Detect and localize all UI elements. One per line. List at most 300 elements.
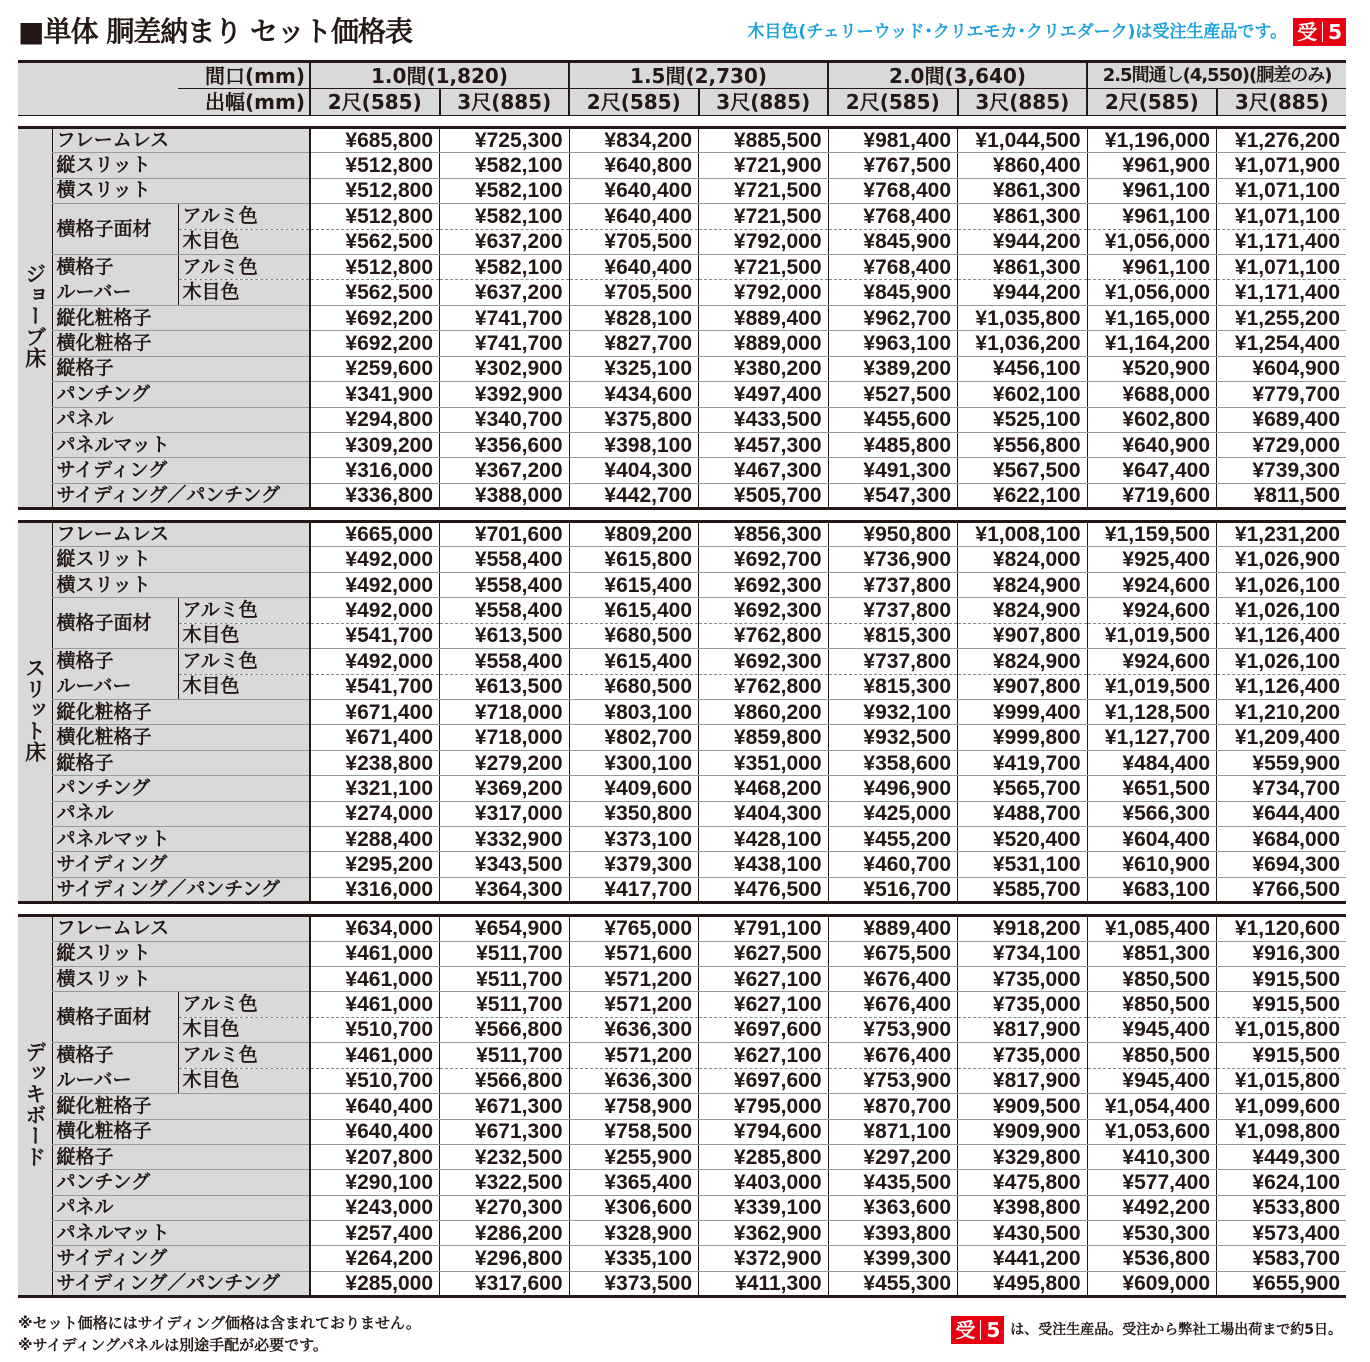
- row-label: [52, 649, 178, 700]
- row-label: サイディング／パンチング: [52, 877, 310, 902]
- width-header-label: 間口(mm): [178, 62, 310, 89]
- price-cell: ¥393,800: [828, 1221, 958, 1246]
- price-cell: ¥512,800: [310, 178, 440, 203]
- price-cell: ¥915,500: [1217, 966, 1347, 991]
- price-cell: ¥1,056,000: [1087, 229, 1217, 254]
- price-cell: ¥640,900: [1087, 432, 1217, 457]
- price-cell: ¥257,400: [310, 1221, 440, 1246]
- price-cell: ¥294,800: [310, 407, 440, 432]
- price-cell: ¥961,100: [1087, 204, 1217, 229]
- price-cell: ¥1,164,200: [1087, 331, 1217, 356]
- price-cell: ¥768,400: [828, 254, 958, 280]
- price-cell: ¥510,700: [310, 1068, 440, 1094]
- price-cell: ¥571,600: [569, 941, 699, 966]
- price-cell: ¥1,165,000: [1087, 305, 1217, 330]
- row-label: 縦スリット: [52, 941, 310, 966]
- price-cell: ¥718,000: [440, 725, 570, 750]
- row-label: 縦格子: [52, 750, 310, 775]
- price-cell: ¥758,500: [569, 1119, 699, 1144]
- price-cell: ¥1,026,100: [1217, 572, 1347, 597]
- table-row: [18, 700, 1346, 725]
- price-cell: ¥531,100: [958, 852, 1088, 877]
- price-cell: ¥824,000: [958, 547, 1088, 572]
- price-cell: ¥925,400: [1087, 547, 1217, 572]
- price-cell: ¥238,800: [310, 750, 440, 775]
- price-cell: ¥758,900: [569, 1094, 699, 1119]
- price-cell: ¥571,200: [569, 966, 699, 991]
- price-cell: ¥358,600: [828, 750, 958, 775]
- row-label: フレームレス: [52, 128, 310, 153]
- price-cell: ¥963,100: [828, 331, 958, 356]
- price-cell: ¥961,100: [1087, 254, 1217, 280]
- price-cell: ¥290,100: [310, 1170, 440, 1195]
- price-cell: ¥817,900: [958, 1068, 1088, 1094]
- price-cell: ¥827,700: [569, 331, 699, 356]
- table-row: [18, 750, 1346, 775]
- price-cell: ¥306,600: [569, 1195, 699, 1220]
- price-cell: ¥734,100: [958, 941, 1088, 966]
- price-cell: ¥792,000: [699, 229, 829, 254]
- price-cell: ¥1,015,800: [1217, 1068, 1347, 1094]
- price-cell: ¥285,000: [310, 1271, 440, 1296]
- price-cell: ¥461,000: [310, 966, 440, 991]
- price-cell: ¥962,700: [828, 305, 958, 330]
- price-cell: ¥582,100: [440, 204, 570, 229]
- price-table-header: [18, 60, 1346, 116]
- price-cell: ¥640,400: [569, 254, 699, 280]
- price-cell: ¥286,200: [440, 1221, 570, 1246]
- section-label-cell: [18, 522, 52, 903]
- price-cell: ¥350,800: [569, 801, 699, 826]
- price-cell: ¥697,600: [699, 1068, 829, 1094]
- price-cell: ¥520,400: [958, 826, 1088, 851]
- price-cell: ¥264,200: [310, 1246, 440, 1271]
- made-to-order-badge: [1293, 18, 1346, 46]
- price-cell: ¥945,400: [1087, 1017, 1217, 1042]
- price-cell: ¥1,071,100: [1217, 254, 1347, 280]
- table-row: [18, 1068, 1346, 1094]
- price-cell: ¥309,200: [310, 432, 440, 457]
- row-label: 横化粧格子: [52, 331, 310, 356]
- price-cell: ¥372,900: [699, 1246, 829, 1271]
- price-cell: ¥403,000: [699, 1170, 829, 1195]
- price-cell: ¥999,800: [958, 725, 1088, 750]
- price-cell: ¥851,300: [1087, 941, 1217, 966]
- price-cell: ¥484,400: [1087, 750, 1217, 775]
- row-sublabel: 木目色: [178, 623, 310, 648]
- price-cell: ¥356,600: [440, 432, 570, 457]
- table-row: [18, 1221, 1346, 1246]
- price-cell: ¥671,400: [310, 700, 440, 725]
- price-cell: ¥566,800: [440, 1068, 570, 1094]
- price-cell: ¥488,700: [958, 801, 1088, 826]
- price-cell: ¥475,800: [958, 1170, 1088, 1195]
- depth-header: 2尺(585): [310, 89, 440, 116]
- price-cell: ¥627,100: [699, 966, 829, 991]
- price-cell: ¥809,200: [569, 522, 699, 547]
- price-cell: ¥585,700: [958, 877, 1088, 902]
- price-cell: ¥495,800: [958, 1271, 1088, 1296]
- price-cell: ¥795,000: [699, 1094, 829, 1119]
- price-cell: ¥512,800: [310, 254, 440, 280]
- row-label-line: ルーバー: [56, 280, 132, 303]
- price-cell: ¥389,200: [828, 356, 958, 381]
- price-cell: ¥404,300: [699, 801, 829, 826]
- price-cell: ¥741,700: [440, 331, 570, 356]
- price-cell: ¥718,000: [440, 700, 570, 725]
- row-label: [52, 254, 178, 305]
- price-cell: ¥676,400: [828, 966, 958, 991]
- price-cell: ¥379,300: [569, 852, 699, 877]
- row-label: 横格子面材: [52, 992, 178, 1043]
- price-cell: ¥288,400: [310, 826, 440, 851]
- price-cell: ¥341,900: [310, 382, 440, 407]
- price-cell: ¥811,500: [1217, 483, 1347, 508]
- price-cell: ¥328,900: [569, 1221, 699, 1246]
- price-cell: ¥410,300: [1087, 1144, 1217, 1169]
- row-label: パネルマット: [52, 432, 310, 457]
- price-cell: ¥316,000: [310, 877, 440, 902]
- row-label: 縦化粧格子: [52, 305, 310, 330]
- table-row: [18, 966, 1346, 991]
- row-label: 横化粧格子: [52, 1119, 310, 1144]
- page-title: ■単体 胴差納まり セット価格表: [18, 15, 412, 48]
- table-row: [18, 1017, 1346, 1042]
- row-label: 横スリット: [52, 572, 310, 597]
- price-cell: ¥932,100: [828, 700, 958, 725]
- row-label: 縦化粧格子: [52, 700, 310, 725]
- price-cell: ¥492,200: [1087, 1195, 1217, 1220]
- price-cell: ¥1,036,200: [958, 331, 1088, 356]
- price-cell: ¥566,300: [1087, 801, 1217, 826]
- price-cell: ¥511,700: [440, 992, 570, 1017]
- price-cell: ¥456,100: [958, 356, 1088, 381]
- price-cell: ¥684,000: [1217, 826, 1347, 851]
- price-cell: ¥915,500: [1217, 992, 1347, 1017]
- badge-kanji: 受: [955, 1318, 976, 1343]
- made-to-order-badge: [951, 1316, 1004, 1344]
- price-cell: ¥533,800: [1217, 1195, 1347, 1220]
- price-cell: ¥1,026,900: [1217, 547, 1347, 572]
- price-cell: ¥279,200: [440, 750, 570, 775]
- price-cell: ¥918,200: [958, 916, 1088, 941]
- price-cell: ¥889,400: [699, 305, 829, 330]
- price-cell: ¥791,100: [699, 916, 829, 941]
- price-cell: ¥404,300: [569, 458, 699, 483]
- price-cell: ¥627,500: [699, 941, 829, 966]
- price-cell: ¥339,100: [699, 1195, 829, 1220]
- price-cell: ¥411,300: [699, 1271, 829, 1296]
- price-cell: ¥1,196,000: [1087, 128, 1217, 153]
- price-cell: ¥1,035,800: [958, 305, 1088, 330]
- price-cell: ¥737,800: [828, 572, 958, 597]
- price-cell: ¥735,000: [958, 966, 1088, 991]
- price-cell: ¥675,500: [828, 941, 958, 966]
- price-cell: ¥768,400: [828, 204, 958, 229]
- row-label: 縦化粧格子: [52, 1094, 310, 1119]
- price-cell: ¥932,500: [828, 725, 958, 750]
- price-cell: ¥461,000: [310, 1043, 440, 1069]
- header-blank: [18, 62, 178, 116]
- price-cell: ¥1,085,400: [1087, 916, 1217, 941]
- row-sublabel: アルミ色: [178, 204, 310, 229]
- price-cell: ¥582,100: [440, 153, 570, 178]
- table-row: [18, 852, 1346, 877]
- price-cell: ¥369,200: [440, 776, 570, 801]
- price-cell: ¥692,300: [699, 649, 829, 675]
- depth-header: 2尺(585): [569, 89, 699, 116]
- price-cell: ¥530,300: [1087, 1221, 1217, 1246]
- section-label-cell: [18, 916, 52, 1297]
- row-label: 横スリット: [52, 178, 310, 203]
- price-cell: ¥434,600: [569, 382, 699, 407]
- width-header: 2.0間(3,640): [828, 62, 1087, 89]
- price-cell: ¥792,000: [699, 280, 829, 306]
- price-cell: ¥636,300: [569, 1068, 699, 1094]
- price-cell: ¥768,400: [828, 178, 958, 203]
- table-row: [18, 204, 1346, 229]
- row-label: 縦格子: [52, 356, 310, 381]
- table-row: [18, 382, 1346, 407]
- price-cell: ¥363,600: [828, 1195, 958, 1220]
- table-row: [18, 916, 1346, 941]
- section-label: ジョーブ床: [22, 263, 47, 369]
- row-label: 横スリット: [52, 966, 310, 991]
- price-cell: ¥243,000: [310, 1195, 440, 1220]
- price-cell: ¥950,800: [828, 522, 958, 547]
- section-label: スリット床: [22, 657, 47, 763]
- price-cell: ¥485,800: [828, 432, 958, 457]
- price-cell: ¥719,600: [1087, 483, 1217, 508]
- price-cell: ¥558,400: [440, 598, 570, 623]
- price-cell: ¥721,900: [699, 153, 829, 178]
- price-cell: ¥433,500: [699, 407, 829, 432]
- price-cell: ¥692,200: [310, 305, 440, 330]
- price-cell: ¥870,700: [828, 1094, 958, 1119]
- price-cell: ¥556,800: [958, 432, 1088, 457]
- table-row: [18, 305, 1346, 330]
- row-label-line: ルーバー: [56, 1069, 132, 1092]
- price-cell: ¥613,500: [440, 623, 570, 648]
- price-cell: ¥1,171,400: [1217, 280, 1347, 306]
- price-cell: ¥362,900: [699, 1221, 829, 1246]
- table-row: [18, 356, 1346, 381]
- price-cell: ¥332,900: [440, 826, 570, 851]
- price-cell: ¥803,100: [569, 700, 699, 725]
- price-cell: ¥325,100: [569, 356, 699, 381]
- price-cell: ¥558,400: [440, 572, 570, 597]
- price-cell: ¥1,053,600: [1087, 1119, 1217, 1144]
- price-cell: ¥915,500: [1217, 1043, 1347, 1069]
- row-label: フレームレス: [52, 916, 310, 941]
- price-cell: ¥924,600: [1087, 598, 1217, 623]
- price-cell: ¥909,900: [958, 1119, 1088, 1144]
- row-label: 横化粧格子: [52, 725, 310, 750]
- price-cell: ¥527,500: [828, 382, 958, 407]
- price-cell: ¥1,008,100: [958, 522, 1088, 547]
- price-cell: ¥739,300: [1217, 458, 1347, 483]
- price-cell: ¥367,200: [440, 458, 570, 483]
- price-cell: ¥274,000: [310, 801, 440, 826]
- price-cell: ¥255,900: [569, 1144, 699, 1169]
- price-cell: ¥457,300: [699, 432, 829, 457]
- row-label: パンチング: [52, 382, 310, 407]
- price-cell: ¥207,800: [310, 1144, 440, 1169]
- price-cell: ¥680,500: [569, 674, 699, 700]
- price-sections: [18, 126, 1346, 1298]
- price-cell: ¥765,000: [569, 916, 699, 941]
- price-cell: ¥516,700: [828, 877, 958, 902]
- table-row: [18, 623, 1346, 648]
- price-cell: ¥492,000: [310, 547, 440, 572]
- price-cell: ¥297,200: [828, 1144, 958, 1169]
- price-cell: ¥398,800: [958, 1195, 1088, 1220]
- price-cell: ¥999,400: [958, 700, 1088, 725]
- price-cell: ¥1,099,600: [1217, 1094, 1347, 1119]
- price-cell: ¥705,500: [569, 280, 699, 306]
- price-cell: ¥861,300: [958, 178, 1088, 203]
- price-cell: ¥753,900: [828, 1017, 958, 1042]
- width-header: 1.5間(2,730): [569, 62, 828, 89]
- row-label: パネル: [52, 801, 310, 826]
- price-cell: ¥860,400: [958, 153, 1088, 178]
- price-cell: ¥794,600: [699, 1119, 829, 1144]
- price-cell: ¥1,026,100: [1217, 649, 1347, 675]
- row-label: サイディング: [52, 1246, 310, 1271]
- table-row: [18, 674, 1346, 700]
- price-cell: ¥1,120,600: [1217, 916, 1347, 941]
- price-cell: ¥1,071,100: [1217, 204, 1347, 229]
- row-sublabel: 木目色: [178, 1017, 310, 1042]
- price-section: [18, 914, 1346, 1298]
- price-cell: ¥721,500: [699, 204, 829, 229]
- badge-kanji: 受: [1297, 20, 1318, 44]
- price-cell: ¥615,400: [569, 598, 699, 623]
- price-cell: ¥961,900: [1087, 153, 1217, 178]
- row-sublabel: アルミ色: [178, 598, 310, 623]
- price-cell: ¥689,400: [1217, 407, 1347, 432]
- price-cell: ¥392,900: [440, 382, 570, 407]
- price-cell: ¥676,400: [828, 1043, 958, 1069]
- price-cell: ¥419,700: [958, 750, 1088, 775]
- price-cell: ¥654,900: [440, 916, 570, 941]
- price-cell: ¥505,700: [699, 483, 829, 508]
- row-label: サイディング／パンチング: [52, 1271, 310, 1296]
- table-row: [18, 1271, 1346, 1296]
- notice-text: 木目色(チェリーウッド･クリエモカ･クリエダーク)は受注生産品です。: [747, 22, 1288, 42]
- price-cell: ¥435,500: [828, 1170, 958, 1195]
- price-cell: ¥1,098,800: [1217, 1119, 1347, 1144]
- price-cell: ¥512,800: [310, 153, 440, 178]
- price-cell: ¥627,100: [699, 992, 829, 1017]
- price-section: [18, 520, 1346, 904]
- price-cell: ¥735,000: [958, 992, 1088, 1017]
- price-cell: ¥577,400: [1087, 1170, 1217, 1195]
- table-row: [18, 1195, 1346, 1220]
- table-row: [18, 280, 1346, 306]
- price-cell: ¥725,300: [440, 128, 570, 153]
- price-cell: ¥613,500: [440, 674, 570, 700]
- price-cell: ¥640,800: [569, 153, 699, 178]
- price-cell: ¥860,200: [699, 700, 829, 725]
- price-cell: ¥373,500: [569, 1271, 699, 1296]
- price-cell: ¥1,019,500: [1087, 674, 1217, 700]
- depth-header-label: 出幅(mm): [178, 89, 310, 116]
- table-row: [18, 522, 1346, 547]
- price-cell: ¥1,209,400: [1217, 725, 1347, 750]
- price-cell: ¥850,500: [1087, 966, 1217, 991]
- row-label: 横格子面材: [52, 598, 178, 649]
- row-label: パネル: [52, 1195, 310, 1220]
- price-cell: ¥683,100: [1087, 877, 1217, 902]
- price-cell: ¥399,300: [828, 1246, 958, 1271]
- price-cell: ¥640,400: [310, 1119, 440, 1144]
- width-header: 2.5間通し(4,550)(胴差のみ): [1087, 62, 1346, 89]
- price-cell: ¥871,100: [828, 1119, 958, 1144]
- price-cell: ¥729,000: [1217, 432, 1347, 457]
- price-cell: ¥565,700: [958, 776, 1088, 801]
- price-cell: ¥671,300: [440, 1094, 570, 1119]
- table-row: [18, 649, 1346, 675]
- price-cell: ¥824,900: [958, 649, 1088, 675]
- price-cell: ¥721,500: [699, 254, 829, 280]
- table-row: [18, 1144, 1346, 1169]
- price-cell: ¥1,056,000: [1087, 280, 1217, 306]
- row-label: パネルマット: [52, 826, 310, 851]
- price-cell: ¥981,400: [828, 128, 958, 153]
- price-cell: ¥541,700: [310, 674, 440, 700]
- row-sublabel: アルミ色: [178, 992, 310, 1017]
- price-cell: ¥461,000: [310, 992, 440, 1017]
- row-label: [52, 1043, 178, 1094]
- price-cell: ¥1,276,200: [1217, 128, 1347, 153]
- price-cell: ¥602,800: [1087, 407, 1217, 432]
- price-cell: ¥511,700: [440, 966, 570, 991]
- price-cell: ¥510,700: [310, 1017, 440, 1042]
- price-cell: ¥815,300: [828, 674, 958, 700]
- row-label: サイディング: [52, 458, 310, 483]
- price-cell: ¥380,200: [699, 356, 829, 381]
- price-cell: ¥270,300: [440, 1195, 570, 1220]
- price-cell: ¥428,100: [699, 826, 829, 851]
- price-cell: ¥1,128,500: [1087, 700, 1217, 725]
- price-cell: ¥610,900: [1087, 852, 1217, 877]
- price-cell: ¥1,015,800: [1217, 1017, 1347, 1042]
- price-cell: ¥1,171,400: [1217, 229, 1347, 254]
- price-cell: ¥562,500: [310, 229, 440, 254]
- row-label: サイディング: [52, 852, 310, 877]
- price-cell: ¥637,200: [440, 280, 570, 306]
- row-label: 縦格子: [52, 1144, 310, 1169]
- price-cell: ¥558,400: [440, 649, 570, 675]
- price-cell: ¥850,500: [1087, 1043, 1217, 1069]
- table-row: [18, 1170, 1346, 1195]
- row-sublabel: 木目色: [178, 674, 310, 700]
- price-cell: ¥627,100: [699, 1043, 829, 1069]
- footer: [18, 1312, 1346, 1356]
- row-label: 縦スリット: [52, 547, 310, 572]
- price-cell: ¥1,126,400: [1217, 623, 1347, 648]
- price-cell: ¥582,100: [440, 178, 570, 203]
- row-sublabel: 木目色: [178, 280, 310, 306]
- price-cell: ¥815,300: [828, 623, 958, 648]
- footnotes: [18, 1312, 421, 1356]
- price-table: [18, 60, 1346, 1356]
- price-cell: ¥640,400: [569, 204, 699, 229]
- price-cell: ¥609,000: [1087, 1271, 1217, 1296]
- price-cell: ¥945,400: [1087, 1068, 1217, 1094]
- price-cell: ¥636,300: [569, 1017, 699, 1042]
